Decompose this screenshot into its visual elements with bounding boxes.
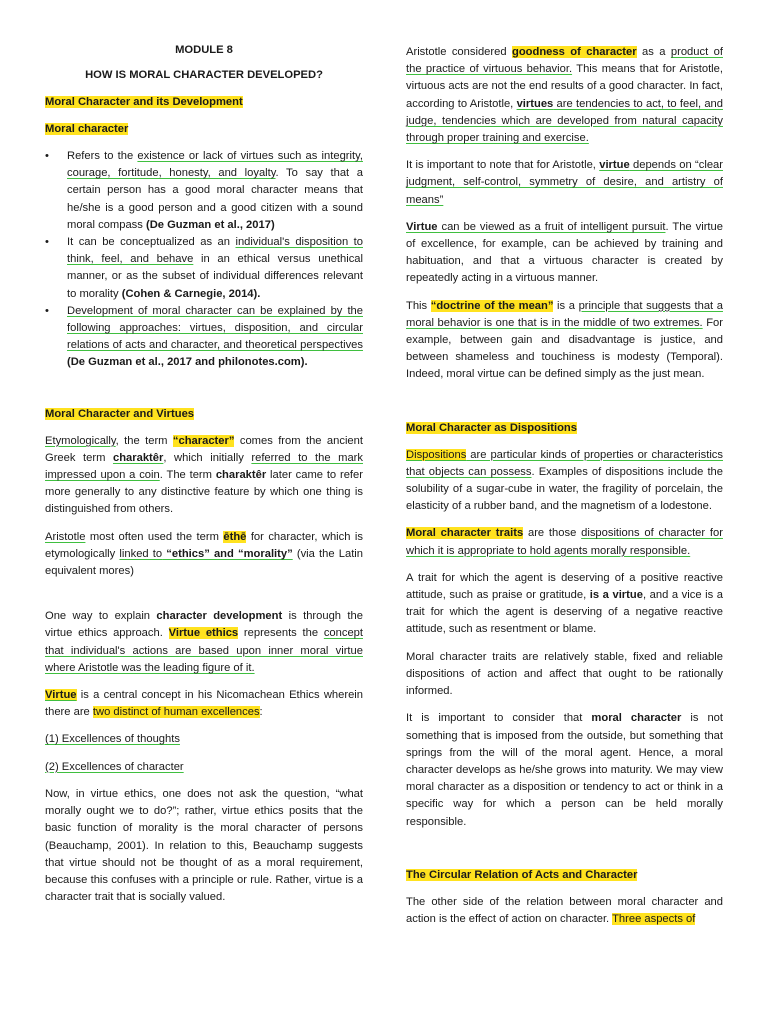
paragraph-beauchamp: Now, in virtue ethics, one does not ask the question, “what morally ought we to do?”; rather, virtue ethics posits that the basic function of morality is the moral character of persons (Beauchamp, 2001). In relation to this, Beauchamp suggests that virtue should not be thought of as a moral requirement, because this confuses with a principle or rule. Rather, virtue is a character trait that is socially valued. xyxy=(45,787,363,904)
section-heading-circular: The Circular Relation of Acts and Character xyxy=(406,868,638,881)
paragraph-virtue-vice: A trait for which the agent is deserving of a positive reactive attitude, such as praise or gratitude, is a virtue, and a vice is a trait for which the agent is deserving of a negative reactive attitude, such as resentment or blame. xyxy=(406,571,724,636)
left-column xyxy=(45,44,363,916)
paragraph-doctrine-mean: This “doctrine of the mean” is a principle that suggests that a moral behavior is one that is in the middle of two extremes. For example, between gain and disadvantage is justice, and between shameless and touchiness is modesty (Temporal). Indeed, moral virtue can be defined simply as the just mean. xyxy=(406,299,724,381)
right-column xyxy=(406,44,723,938)
module-label: MODULE 8 xyxy=(175,44,233,56)
paragraph-circular: The other side of the relation between moral character and action is the effect of action on character. Three aspects of xyxy=(406,895,723,925)
paragraph-virtue-depends: It is important to note that for Aristotle, virtue depends on “clear judgment, self-control, symmetry of desire, and artistry of means” xyxy=(406,159,723,206)
paragraph-stable: Moral character traits are relatively stable, fixed and reliable dispositions of action and affect that ought to be rationally informed. xyxy=(406,650,723,698)
excellence-character: (2) Excellences of character xyxy=(45,760,184,773)
paragraph-nicomachean: Virtue is a central concept in his Nicomachean Ethics wherein there are two distinct of human excellences: xyxy=(45,689,363,719)
section-heading-dispositions: Moral Character as Dispositions xyxy=(406,421,577,434)
paragraph-virtue-ethics: One way to explain character development is through the virtue ethics approach. Virtue ethics represents the concept that individual's actions are based upon inner moral virtue where Aristotle was the leading figure of it. xyxy=(45,610,364,674)
section-heading-virtues: Moral Character and Virtues xyxy=(45,407,195,420)
paragraph-traits: Moral character traits are those dispositions of character for which it is appropriate to hold agents morally responsible. xyxy=(406,527,723,557)
paragraph-virtue-fruit: Virtue can be viewed as a fruit of intelligent pursuit. The virtue of excellence, for example, can be achieved by training and habituation, and that a virtuous character is created by repeatedly acting in a virtuous manner. xyxy=(406,220,723,285)
paragraph-will: It is important to consider that moral character is not something that is imposed from the outside, but something that springs from the will of the moral agent. Hence, a moral character develops as he/she grows into maturity. We may view moral character as a disposition or tendency to act or think in a specific way for which a person can be held morally responsible. xyxy=(406,712,724,828)
bullet-list xyxy=(45,148,363,372)
subheading-moral-character: Moral character xyxy=(45,123,129,135)
section-heading-development: Moral Character and its Development xyxy=(45,96,243,108)
list-item: • It can be conceptualized as an individual's disposition to think, feel, and behave in an ethical versus unethical manner, or as the subset of individual differences relevant to morality (Cohen & Carnegie, 2014). xyxy=(45,236,363,300)
paragraph-dispositions: Dispositions are particular kinds of properties or characteristics that objects can possess. Examples of dispositions include the solubility of a sugar-cube in water, the fragility of porcelain, the elasticity of a rubber band, and the magnetism of a lodestone. xyxy=(406,448,723,513)
list-item: • Refers to the existence or lack of virtues such as integrity, courage, fortitude, honesty, and loyalty. To say that a certain person has a good moral character means that he/she is a good person and a good citizen with a sound moral compass (De Guzman et al., 2017) xyxy=(45,150,363,231)
paragraph-etymology: Etymologically, the term “character” comes from the ancient Greek term charaktêr, which initially referred to the mark impressed upon a coin. The term charaktêr later came to refer more generally to any distinctive feature by which one thing is distinguished from others. xyxy=(45,434,363,516)
paragraph-goodness: Aristotle considered goodness of character as a product of the practice of virtuous behavior. This means that for Aristotle, virtuous acts are not the end results of a good character. In fact, according to Aristotle, virtues are tendencies to act, to feel, and judge, tendencies which are developed from natural capacity through proper training and exercise. xyxy=(406,46,723,145)
excellence-thoughts: (1) Excellences of thoughts xyxy=(45,733,180,746)
page-title: HOW IS MORAL CHARACTER DEVELOPED? xyxy=(85,69,323,81)
paragraph-ethe: Aristotle most often used the term ēthē for character, which is etymologically linked to “ethics” and “morality” (via the Latin equivalent mores) xyxy=(45,530,364,578)
list-item: • Development of moral character can be explained by the following approaches: virtues, disposition, and circular relations of acts and character, and theoretical perspectives (De Guzman et al., 2017 and philonotes.com). xyxy=(45,304,363,369)
